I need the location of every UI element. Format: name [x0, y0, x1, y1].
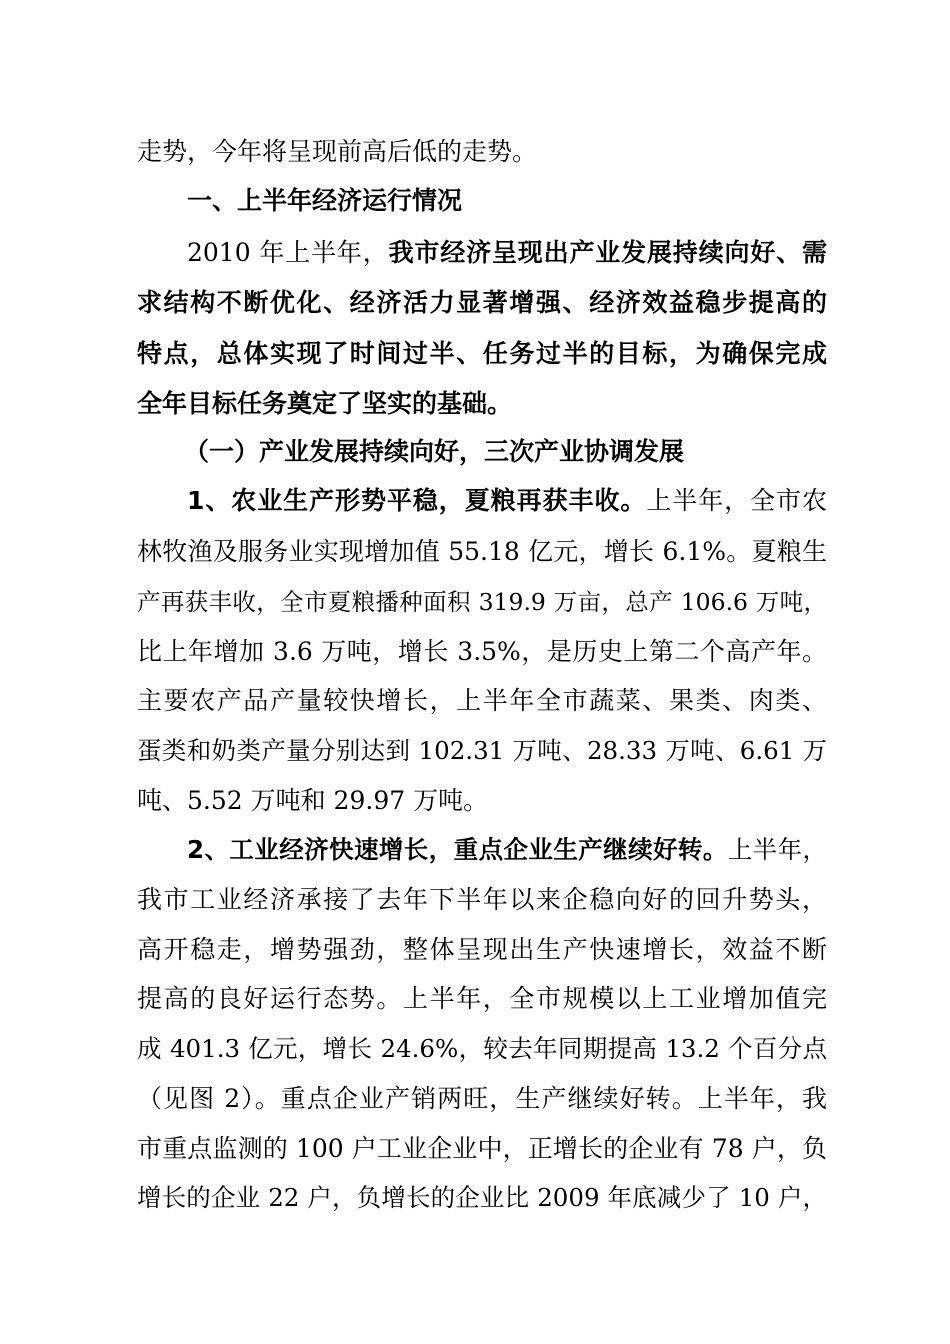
line-text: 林牧渔及服务业实现增加值 55.18 亿元，增长 6.1%。夏粮生 [137, 537, 827, 566]
line-text: 提高的良好运行态势。上半年，全市规模以上工业增加值完 [137, 984, 827, 1013]
text-line [137, 982, 827, 1016]
line-text: 高开稳走，增势强劲，整体呈现出生产快速增长，效益不断 [137, 935, 827, 964]
text-line [137, 1032, 827, 1066]
text-line [137, 933, 827, 967]
text-line [137, 1082, 827, 1116]
bold-text: 特点，总体实现了时间过半、任务过半的目标，为确保完成 [137, 339, 827, 368]
line-text: 上半年，全市农 [646, 486, 827, 515]
text-line [137, 135, 827, 169]
bold-text: 全年目标任务奠定了坚实的基础。 [137, 389, 513, 418]
heading-text: （一）产业发展持续向好，三次产业协调发展 [184, 437, 685, 466]
line-text: 比上年增加 3.6 万吨，增长 3.5%，是历史上第二个高产年。 [137, 637, 827, 666]
text-line [137, 734, 827, 768]
text-line [187, 236, 827, 270]
text-line [137, 337, 827, 371]
line-text: 蛋类和奶类产量分别达到 102.31 万吨、28.33 万吨、6.61 万 [137, 736, 827, 765]
text-line [137, 1181, 827, 1215]
text-line [137, 1132, 827, 1166]
line-text: 上半年， [727, 835, 828, 864]
text-line [137, 286, 827, 320]
text-line [137, 387, 827, 421]
line-text: 成 401.3 亿元，增长 24.6%，较去年同期提高 13.2 个百分点 [137, 1034, 827, 1063]
line-text: 走势，今年将呈现前高后低的走势。 [137, 137, 538, 166]
line-text: （见图 2）。重点企业产销两旺，生产继续好转。上半年，我 [137, 1084, 827, 1113]
text-line [137, 585, 827, 619]
text-line [137, 883, 827, 917]
line-text: 吨、5.52 万吨和 29.97 万吨。 [137, 786, 489, 815]
text-line [187, 484, 827, 518]
bold-text: 我市经济呈现出产业发展持续向好、需 [388, 238, 827, 267]
bold-text: 求结构不断优化、经济活力显著增强、经济效益稳步提高的 [137, 288, 827, 317]
line-text: 2010 年上半年， [187, 238, 389, 267]
section-heading [187, 184, 827, 218]
line-text: 增长的企业 22 户，负增长的企业比 2009 年底减少了 10 户， [137, 1183, 827, 1212]
line-text: 我市工业经济承接了去年下半年以来企稳向好的回升势头， [137, 885, 827, 914]
line-text: 市重点监测的 100 户工业企业中，正增长的企业有 78 户，负 [137, 1134, 827, 1163]
bold-text: 2、工业经济快速增长，重点企业生产继续好转。 [187, 835, 728, 864]
subsection-heading [184, 435, 827, 469]
text-line [137, 784, 827, 818]
text-line [137, 684, 827, 718]
text-line [137, 535, 827, 569]
line-text: 产再获丰收，全市夏粮播种面积 319.9 万亩，总产 106.6 万吨， [137, 588, 827, 616]
line-text: 主要农产品产量较快增长，上半年全市蔬菜、果类、肉类、 [137, 686, 827, 715]
text-line [187, 833, 827, 867]
heading-text: 一、上半年经济运行情况 [187, 186, 463, 215]
bold-text: 1、农业生产形势平稳，夏粮再获丰收。 [187, 486, 647, 515]
text-line [137, 635, 827, 669]
